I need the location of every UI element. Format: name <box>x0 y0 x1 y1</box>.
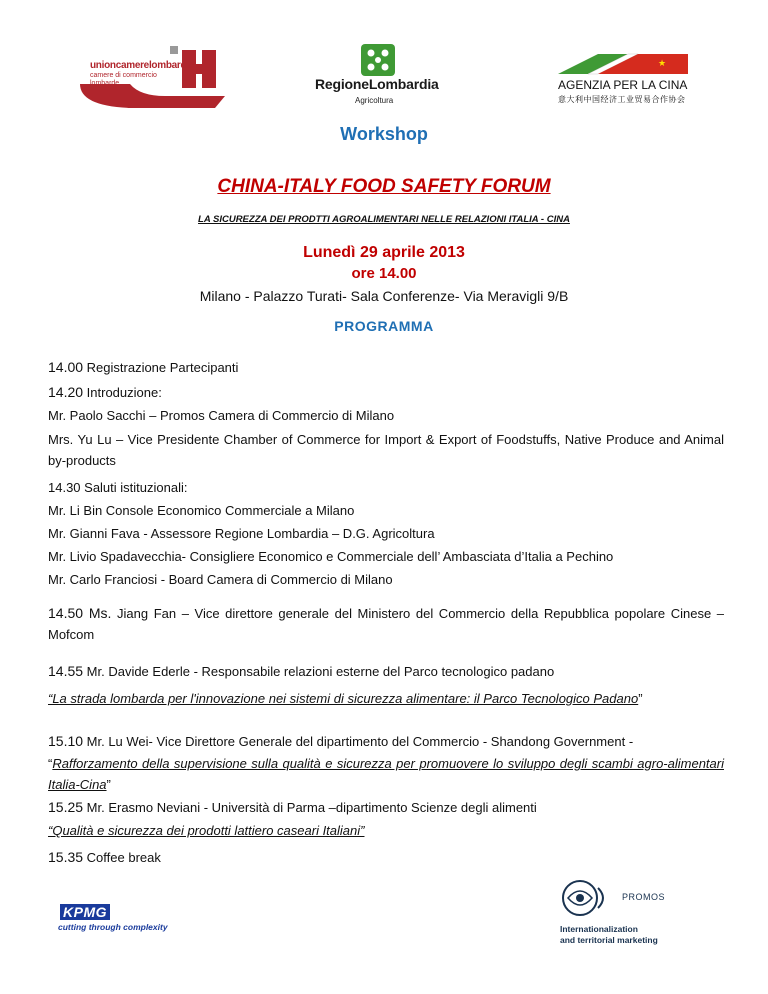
unioncamere-name: unioncamerelombardia <box>90 60 195 71</box>
agenzia-chinese-name: 意大利中国经济工业贸易合作协会 <box>558 95 686 104</box>
item-text: Coffee break <box>83 850 161 865</box>
program-item <box>48 661 724 682</box>
promos-emblem-icon <box>560 878 616 918</box>
program-item <box>48 357 724 378</box>
regione-lombardia-emblem-icon <box>361 44 395 76</box>
program-item <box>48 797 724 818</box>
item-time: 15.25 <box>48 799 84 815</box>
regione-lombardia-sub: Agricoltura <box>355 96 394 105</box>
kpmg-logo <box>58 898 178 938</box>
program-item <box>48 603 724 645</box>
item-text: Mr. Davide Ederle - Responsabile relazioni esterne del Parco tecnologico padano <box>83 664 555 679</box>
item-time: 15.10 <box>48 733 84 749</box>
item-text: Introduzione: <box>83 385 162 400</box>
item-text: Mr. Erasmo Neviani - Università di Parma –dipartimento Scienze degli alimenti <box>83 800 537 815</box>
speaker-line: Mr. Livio Spadavecchia- Consigliere Economico e Commerciale dell’ Ambasciata d’Italia a Pechino <box>48 549 614 564</box>
program-item <box>48 847 724 868</box>
talk-title-quote: “ <box>48 756 53 771</box>
kpmg-name: KPMG <box>60 904 110 920</box>
promos-tagline-2: and territorial marketing <box>560 935 658 945</box>
talk-title-text: Rafforzamento della supervisione sulla qualità e sicurezza per promuovere lo sviluppo degli scambi agro-alimentari Italia-Cina <box>48 756 724 792</box>
programme-heading: PROGRAMMA <box>334 318 434 334</box>
agenzia-cina-logo <box>558 48 708 108</box>
promos-tagline <box>560 924 658 946</box>
promos-name: PROMOS <box>622 892 666 902</box>
speaker-line: Mr. Paolo Sacchi – Promos Camera di Commercio di Milano <box>48 408 395 423</box>
program-item: 14.30 Saluti istituzionali: <box>48 480 188 495</box>
item-time: 14.00 <box>48 359 84 375</box>
program-item <box>48 382 724 403</box>
speaker-line: Mr. Gianni Fava - Assessore Regione Lombardia – D.G. Agricoltura <box>48 526 435 541</box>
regione-lombardia-name: RegioneLombardia <box>315 76 439 92</box>
item-text: Jiang Fan – Vice direttore generale del Ministero del Commercio della Repubblica popolare Cinese – Mofcom <box>48 606 724 642</box>
event-date: Lunedì 29 aprile 2013 <box>303 244 465 261</box>
speaker-line: Mrs. Yu Lu – Vice Presidente Chamber of Commerce for Import & Export of Foodstuffs, Native Produce and Animal by-products <box>48 432 724 468</box>
talk-title <box>48 753 724 795</box>
speaker-line: Mr. Li Bin Console Economico Commerciale a Milano <box>48 503 355 518</box>
workshop-heading: Workshop <box>340 124 428 144</box>
event-place: Milano - Palazzo Turati- Sala Conferenze- Via Meravigli 9/B <box>199 288 569 304</box>
svg-text:★: ★ <box>658 58 667 68</box>
talk-title-quote: ” <box>638 691 643 706</box>
item-time: 14.55 <box>48 663 84 679</box>
item-text: Registrazione Partecipanti <box>83 360 239 375</box>
item-time: 15.35 <box>48 849 84 865</box>
unioncamere-sub: camere di commercio lombarde <box>90 72 157 87</box>
promos-logo <box>560 878 710 950</box>
forum-title: CHINA-ITALY FOOD SAFETY FORUM <box>217 176 551 197</box>
item-text: Mr. Lu Wei- Vice Direttore Generale del dipartimento del Commercio - Shandong Government - <box>83 734 634 749</box>
speaker-line: Mr. Carlo Franciosi - Board Camera di Commercio di Milano <box>48 572 393 587</box>
event-time: ore 14.00 <box>351 265 417 282</box>
unioncamere-logo <box>70 44 230 114</box>
talk-title-quote: ” <box>106 777 111 792</box>
talk-title-text: “La strada lombarda per l'innovazione nei sistemi di sicurezza alimentare: il Parco Tecnologico Padano <box>48 691 639 706</box>
program-item <box>48 731 724 752</box>
talk-title <box>48 688 724 709</box>
promos-tagline-1: Internationalization <box>560 924 638 934</box>
forum-subtitle: LA SICUREZZA DEI PRODTTI AGROALIMENTARI NELLE RELAZIONI ITALIA - CINA <box>198 214 570 225</box>
regione-lombardia-logo <box>305 44 465 108</box>
kpmg-tagline: cutting through complexity <box>58 922 168 932</box>
talk-title: “Qualità e sicurezza dei prodotti lattiero caseari Italiani” <box>48 823 365 838</box>
agenzia-name: AGENZIA PER LA CINA <box>558 78 688 92</box>
italy-china-flag-icon <box>558 48 698 76</box>
item-time: 14.50 Ms. <box>48 605 112 621</box>
item-time: 14.20 <box>48 384 84 400</box>
